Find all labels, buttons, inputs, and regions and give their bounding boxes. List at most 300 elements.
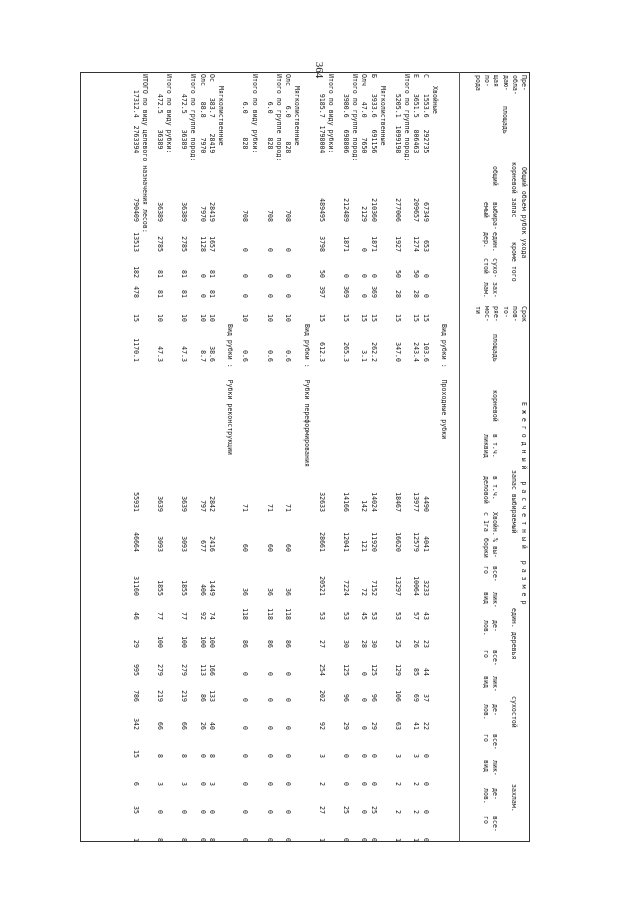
table-cell: 0	[284, 672, 293, 676]
table-cell: 342	[131, 718, 140, 730]
table-cell: 8.7	[198, 350, 207, 362]
table-cell: 25	[369, 806, 378, 814]
rotated-table	[80, 72, 530, 842]
table-cell: 0	[360, 672, 369, 676]
header-annual-liquid: в т.ч. ликвид	[481, 434, 499, 458]
table-cell: 210360	[369, 198, 378, 222]
table-cell: 790409	[131, 198, 140, 222]
table-cell: 103.6	[421, 342, 430, 362]
table-cell: 0	[198, 838, 207, 842]
table-cell: 0	[198, 294, 207, 298]
table-cell: 10064	[412, 576, 421, 596]
header-annual-select: запас выбираемый	[510, 470, 518, 534]
group-title-row	[378, 72, 387, 842]
header-total-volume: Общий объем рубок ухода	[520, 167, 528, 259]
view-row	[225, 72, 234, 842]
table-cell: 0	[265, 838, 274, 842]
table-cell: 369	[342, 286, 351, 298]
row-label: 5205.1 1099198	[394, 74, 403, 154]
table-cell: 8	[180, 838, 189, 842]
table-cell: 15	[360, 314, 369, 322]
table-cell: 2	[317, 782, 326, 786]
table-cell: 677	[198, 540, 207, 552]
header-all-1: все- го	[481, 566, 499, 582]
table-cell: 279	[155, 664, 164, 676]
table-cell: 2785	[180, 236, 189, 252]
row-label: Итого по группе пород:	[275, 74, 283, 162]
row-label: Итого по виду рубки:	[250, 74, 259, 154]
table-cell: 786	[131, 690, 140, 702]
table-cell: 0	[284, 698, 293, 702]
table-cell: 26	[198, 722, 207, 730]
table-cell: 0	[265, 274, 274, 278]
table-row	[198, 72, 207, 842]
table-cell: 92	[198, 612, 207, 620]
table-cell: 265.3	[342, 342, 351, 362]
table-cell: 797	[198, 500, 207, 512]
row-label: С 1553.6 292735	[421, 74, 430, 154]
table-cell: 85	[412, 668, 421, 676]
table-cell: 71	[265, 504, 274, 512]
table-cell: 0	[369, 838, 378, 842]
table-cell: 7224	[342, 580, 351, 596]
row-label: Олс 88.8 7970	[198, 74, 207, 154]
header-conifer-per-ha: Хвойн. с 1га	[481, 512, 499, 536]
table-cell: 57	[412, 612, 421, 620]
table-cell: 14024	[369, 492, 378, 512]
table-cell: 0	[284, 754, 293, 758]
table-row	[393, 72, 402, 842]
table-cell: 2	[394, 782, 403, 786]
table-cell: 15	[317, 314, 326, 322]
table-cell: 63	[394, 722, 403, 730]
table-row	[130, 72, 139, 842]
table-cell: 3233	[421, 580, 430, 596]
table-cell: 15	[369, 314, 378, 322]
table-cell: 10	[180, 314, 189, 322]
table-row	[188, 72, 197, 842]
table-cell: 209657	[412, 198, 421, 222]
table-cell: 478	[131, 286, 140, 298]
table-cell: 0	[198, 782, 207, 786]
table-cell: 10	[265, 314, 274, 322]
table-cell: 43	[421, 612, 430, 620]
table-cell: 0	[360, 810, 369, 814]
table-cell: 81	[155, 270, 164, 278]
table-cell: 55931	[131, 492, 140, 512]
table-cell: 4041	[421, 536, 430, 552]
table-cell: 45	[360, 612, 369, 620]
table-cell: 32633	[317, 492, 326, 512]
table-cell: 37	[421, 694, 430, 702]
table-cell: 118	[284, 608, 293, 620]
table-cell: 1	[131, 838, 140, 842]
table-cell: 26	[412, 640, 421, 648]
table-cell: 60	[284, 544, 293, 552]
header-annual-business: в т.ч. деловой	[481, 476, 499, 504]
table-cell: 81	[207, 290, 216, 298]
table-cell: 0	[265, 248, 274, 252]
table-cell: 0.6	[265, 350, 274, 362]
group-title: Мягколиственные	[378, 86, 387, 146]
table-cell: 0	[155, 810, 164, 814]
table-cell: 3	[207, 782, 216, 786]
table-cell: 74	[207, 612, 216, 620]
table-cell: 15	[394, 314, 403, 322]
table-cell: 6	[131, 782, 140, 786]
table-cell: 0	[284, 810, 293, 814]
table-cell: 0	[180, 810, 189, 814]
table-cell: 47.3	[155, 346, 164, 362]
table-cell: 254	[317, 664, 326, 676]
table-cell: 1	[412, 838, 421, 842]
table-cell: 0	[342, 274, 351, 278]
table-cell: 12579	[412, 532, 421, 552]
table-cell: 1871	[342, 236, 351, 252]
table-cell: 13977	[412, 492, 421, 512]
table-row	[341, 72, 350, 842]
table-cell: 8	[180, 754, 189, 758]
table-cell: 1657	[207, 236, 216, 252]
table-cell: 1	[317, 838, 326, 842]
table-cell: 0	[369, 782, 378, 786]
row-label: 472.5 36389	[180, 74, 189, 150]
row-label: 3980.6 698806	[342, 74, 351, 154]
table-cell: 86	[198, 694, 207, 702]
table-cell: 18467	[394, 492, 403, 512]
table-cell: 38.6	[207, 346, 216, 362]
table-cell: 113	[198, 664, 207, 676]
table-cell: 3639	[155, 496, 164, 512]
table-cell: 0	[198, 810, 207, 814]
table-cell: 708	[241, 210, 250, 222]
table-cell: 3.1	[360, 350, 369, 362]
table-cell: 8	[155, 754, 164, 758]
table-cell: 277006	[394, 198, 403, 222]
header-bus-2: де- лов.	[481, 704, 499, 720]
section-gap	[149, 72, 155, 842]
header-dry-group: сухостой	[510, 696, 518, 728]
table-cell: 0	[284, 274, 293, 278]
table-cell: 10	[284, 314, 293, 322]
table-row	[326, 72, 335, 842]
table-cell: 0	[360, 248, 369, 252]
section-gap	[311, 72, 317, 842]
table-row	[359, 72, 368, 842]
header-stem-stock: корневой запас	[510, 162, 518, 218]
table-cell: 10	[207, 314, 216, 322]
table-row	[317, 72, 326, 842]
table-cell: 0	[265, 294, 274, 298]
table-cell: 53	[342, 612, 351, 620]
table-cell: 28	[360, 640, 369, 648]
table-cell: 100	[198, 636, 207, 648]
table-cell: 44	[421, 668, 430, 676]
table-cell: 0	[284, 294, 293, 298]
table-cell: 15	[421, 314, 430, 322]
table-cell: 219	[155, 690, 164, 702]
table-cell: 262.2	[369, 342, 378, 362]
table-cell: 0	[241, 672, 250, 676]
header-col-forest: Пре- обла- даю- щая по- рода	[473, 75, 528, 95]
table-cell: 2416	[207, 536, 216, 552]
table-cell: 7970	[198, 206, 207, 222]
table-cell: 0	[198, 274, 207, 278]
table-cell: 1855	[155, 580, 164, 596]
row-label: Е 3651.5 806463	[412, 74, 421, 154]
view-row	[439, 72, 448, 842]
table-cell: 7152	[369, 580, 378, 596]
header-all-4: все- го	[481, 816, 499, 832]
table-cell: 27	[317, 806, 326, 814]
header-liq-2: лик- вид	[481, 676, 499, 692]
table-cell: 20521	[317, 576, 326, 596]
table-cell: 106	[394, 690, 403, 702]
table-cell: 0	[360, 274, 369, 278]
header-single-trees: един. дер.	[481, 232, 499, 252]
group-title: Мягколиственные	[293, 86, 302, 146]
table-cell: 36389	[155, 202, 164, 222]
table-cell: 0	[241, 698, 250, 702]
section-gap	[234, 72, 240, 842]
table-cell: 2	[412, 810, 421, 814]
table-cell: 47.3	[180, 346, 189, 362]
header-all-2: все- го	[481, 650, 499, 666]
table-row	[283, 72, 292, 842]
table-cell: 0	[241, 726, 250, 730]
table-cell: 0	[241, 810, 250, 814]
table-cell: 0	[265, 726, 274, 730]
row-label: Олч 47.0 7650	[360, 74, 369, 154]
table-cell: 96	[342, 694, 351, 702]
table-cell: 77	[155, 612, 164, 620]
table-cell: 279	[180, 664, 189, 676]
table-cell: 0	[207, 810, 216, 814]
table-cell: 69	[412, 694, 421, 702]
header-except: кроме того	[510, 242, 518, 282]
table-cell: 3	[317, 754, 326, 758]
table-cell: 81	[180, 290, 189, 298]
table-cell: 0	[265, 782, 274, 786]
table-cell: 0	[342, 782, 351, 786]
table-row	[369, 72, 378, 842]
table-cell: 0	[342, 754, 351, 758]
table-cell: 53	[369, 612, 378, 620]
table-cell: 35	[131, 806, 140, 814]
table-cell: 0	[241, 274, 250, 278]
table-cell: 0	[241, 754, 250, 758]
table-cell: 133	[207, 690, 216, 702]
table-cell: 0	[241, 248, 250, 252]
header-area: площадь	[501, 106, 509, 134]
table-cell: 708	[265, 210, 274, 222]
table-cell: 166	[207, 664, 216, 676]
header-liq-3: лик- вид	[481, 760, 499, 776]
view-row	[301, 72, 310, 842]
table-cell: 406	[198, 584, 207, 596]
table-cell: 2	[394, 810, 403, 814]
group-title-row	[216, 72, 225, 842]
table-cell: 0	[284, 248, 293, 252]
group-title: Хвойные	[430, 86, 439, 114]
table-cell: 0	[241, 838, 250, 842]
table-cell: 96	[369, 694, 378, 702]
table-cell: 50	[412, 270, 421, 278]
group-title: Мягколиственные	[217, 86, 226, 146]
table-cell: 243.4	[412, 342, 421, 362]
table-cell: 50	[317, 270, 326, 278]
table-cell: 16620	[394, 532, 403, 552]
row-label: Ос 383.7 28419	[207, 74, 216, 154]
header-litter-group: захлам.	[510, 784, 518, 812]
table-row	[140, 72, 149, 842]
table-cell: 23	[421, 640, 430, 648]
table-cell: 77	[180, 612, 189, 620]
table-row	[240, 72, 249, 842]
table-cell: 0	[421, 838, 430, 842]
table-cell: 0	[265, 754, 274, 758]
table-cell: 41	[412, 722, 421, 730]
table-cell: 66	[180, 722, 189, 730]
table-cell: 3	[412, 754, 421, 758]
table-cell: 86	[265, 640, 274, 648]
table-cell: 1855	[180, 580, 189, 596]
table-cell: 81	[207, 270, 216, 278]
row-label: Итого по группе пород:	[189, 74, 198, 162]
table-cell: 0	[241, 294, 250, 298]
table-row	[207, 72, 216, 842]
table-row	[274, 72, 283, 842]
table-cell: 0	[369, 274, 378, 278]
table-cell: 121	[360, 540, 369, 552]
table-cell: 202	[317, 690, 326, 702]
table-cell: 0	[360, 754, 369, 758]
table-cell: 36	[241, 588, 250, 596]
table-cell: 118	[265, 608, 274, 620]
table-cell: 653	[421, 240, 430, 252]
row-label: 6.0 828	[241, 74, 250, 150]
table-cell: 2842	[207, 496, 216, 512]
table-cell: 0	[241, 782, 250, 786]
cut-type-label: Вид рубки : Проходные рубки	[440, 324, 448, 440]
header-littered: зах- лам.	[481, 282, 499, 298]
table-cell: 29	[342, 722, 351, 730]
table-cell: 22	[421, 722, 430, 730]
table-cell: 2785	[155, 236, 164, 252]
table-cell: 50	[394, 270, 403, 278]
table-cell: 36	[265, 588, 274, 596]
table-cell: 0	[284, 782, 293, 786]
cut-type-label: Вид рубки : Рубки переформирования	[302, 324, 311, 467]
table-cell: 347.0	[394, 342, 403, 362]
table-cell: 29	[369, 722, 378, 730]
table-cell: 182	[131, 266, 140, 278]
header-all-3: все- го	[481, 734, 499, 750]
table-row	[249, 72, 258, 842]
table-cell: 3	[394, 754, 403, 758]
header-bus-3: де- лов.	[481, 788, 499, 804]
table-cell: 46664	[131, 532, 140, 552]
table-cell: 125	[369, 664, 378, 676]
table-cell: 0	[342, 838, 351, 842]
table-cell: 118	[241, 608, 250, 620]
table-cell: 72	[360, 588, 369, 596]
table-cell: 25	[342, 806, 351, 814]
table-cell: 10	[155, 314, 164, 322]
table-cell: 86	[241, 640, 250, 648]
row-label: Олс 6.0 828	[284, 74, 293, 154]
table-cell: 0	[265, 810, 274, 814]
row-label: 6.0 828	[265, 74, 274, 150]
group-title-row	[292, 72, 301, 842]
table-cell: 28	[394, 290, 403, 298]
header-single-trees-group: един. деревья	[510, 608, 518, 660]
table-row	[155, 72, 164, 842]
table-cell: 0	[360, 726, 369, 730]
table-cell: 129	[394, 664, 403, 676]
table-cell: 12041	[342, 532, 351, 552]
table-cell: 53	[317, 612, 326, 620]
table-cell: 60	[241, 544, 250, 552]
table-row	[411, 72, 420, 842]
row-label: Итого по виду рубки:	[165, 74, 174, 154]
table-cell: 3798	[317, 236, 326, 252]
section-gap	[448, 72, 454, 842]
table-cell: 0.6	[284, 350, 293, 362]
table-cell: 489495	[317, 198, 326, 222]
row-label: 17312.4 2763394	[131, 74, 140, 154]
table-cell: 36	[284, 588, 293, 596]
table-cell: 0	[284, 838, 293, 842]
table-cell: 125	[342, 664, 351, 676]
header-cut-percent: % вы- борки	[481, 538, 499, 558]
table-cell: 3639	[180, 496, 189, 512]
table-cell: 100	[207, 636, 216, 648]
table-cell: 27	[317, 640, 326, 648]
table-cell: 14166	[342, 492, 351, 512]
row-label: ИТОГО по виду целевого назначения лесов:	[140, 74, 149, 233]
header-annual-stock: корневой	[491, 390, 499, 422]
table-cell: 0	[421, 810, 430, 814]
table-row	[420, 72, 429, 842]
table-cell: 0	[369, 754, 378, 758]
table-cell: 0	[198, 754, 207, 758]
table-cell: 8	[155, 838, 164, 842]
table-cell: 1170.1	[131, 338, 140, 362]
table-cell: 708	[284, 210, 293, 222]
table-cell: 0	[360, 294, 369, 298]
table-cell: 15	[412, 314, 421, 322]
table-cell: 28661	[317, 532, 326, 552]
table-cell: 0.6	[241, 350, 250, 362]
table-cell: 13297	[394, 576, 403, 596]
table-cell: 15	[342, 314, 351, 322]
table-cell: 31160	[131, 576, 140, 596]
table-cell: 36389	[180, 202, 189, 222]
row-label: Итого по группе пород:	[351, 74, 360, 162]
table-cell: 25	[394, 640, 403, 648]
table-cell: 11920	[369, 532, 378, 552]
header-dry: сухо- стой	[481, 258, 499, 278]
table-cell: 13513	[131, 232, 140, 252]
table-cell: 10	[198, 314, 207, 322]
row-label: Б 3933.6 691156	[369, 74, 378, 154]
table-cell: 0	[421, 294, 430, 298]
cut-type-label: Вид рубки : Рубки реконструкции	[226, 324, 235, 456]
table-cell: 995	[131, 664, 140, 676]
row-label: 9185.7 1798004	[317, 74, 326, 154]
table-cell: 0	[421, 754, 430, 758]
